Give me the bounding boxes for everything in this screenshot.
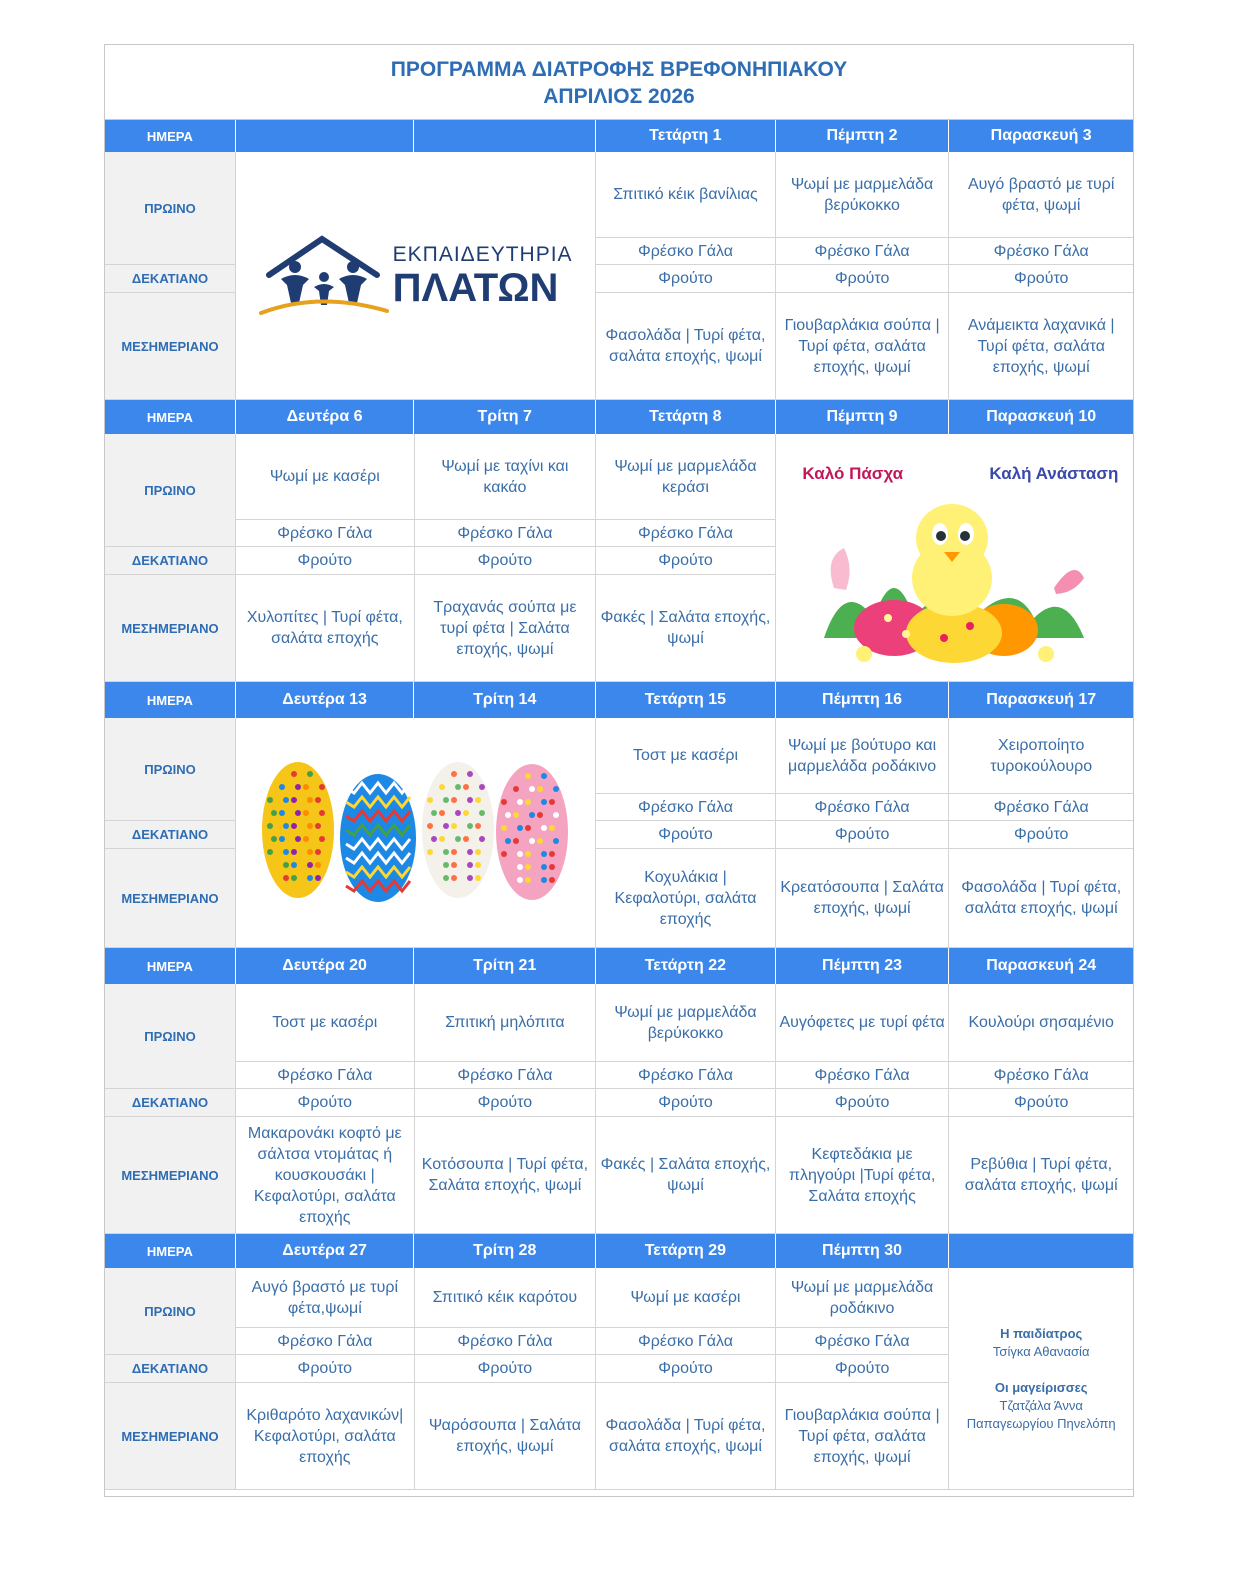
spacer	[967, 1361, 1116, 1379]
menu-sheet	[104, 44, 1134, 1497]
lunch-label: ΜΕΣΗΜΕΡΙΑΝΟ	[105, 1117, 236, 1234]
breakfast-cell: Αυγόφετες με τυρί φέτα	[776, 984, 949, 1062]
day-label-header: ΗΜΕΡΑ	[105, 1234, 236, 1268]
meal-grid	[105, 1268, 1133, 1490]
meal-grid	[105, 984, 1133, 1234]
milk-cell: Φρέσκο Γάλα	[949, 238, 1133, 265]
day-column	[236, 434, 415, 682]
cook-name-1: Τζατζάλα Άννα	[999, 1397, 1083, 1413]
lunch-cell: Γιουβαρλάκια σούπα | Τυρί φέτα, σαλάτα εποχής, ψωμί	[776, 1383, 949, 1490]
day-column	[415, 434, 597, 682]
lunch-cell: Φακές | Σαλάτα εποχής, ψωμί	[596, 575, 775, 682]
day-header: Δευτέρα 27	[236, 1234, 415, 1268]
day-header: Παρασκευή 24	[949, 948, 1133, 984]
lunch-cell: Χυλοπίτες | Τυρί φέτα, σαλάτα εποχής	[236, 575, 414, 682]
milk-cell: Φρέσκο Γάλα	[596, 794, 775, 821]
day-column	[949, 152, 1133, 400]
meal-labels	[105, 152, 236, 400]
day-column	[776, 152, 950, 400]
logo-line-1: ΕΚΠΑΙΔΕΥΤΗΡΙΑ	[392, 242, 573, 266]
greeting-right: Καλή Ανάσταση	[989, 463, 1119, 483]
milk-cell: Φρέσκο Γάλα	[415, 1328, 596, 1355]
breakfast-cell: Ψωμί με μαρμελάδα βερύκοκκο	[596, 984, 775, 1062]
snack-cell: Φρούτο	[949, 1089, 1133, 1117]
weeks-container	[105, 120, 1133, 1490]
breakfast-cell: Τοστ με κασέρι	[236, 984, 414, 1062]
meal-grid	[105, 434, 1133, 682]
day-header: Δευτέρα 20	[236, 948, 415, 984]
day-header-row	[105, 400, 1133, 434]
day-label-header: ΗΜΕΡΑ	[105, 400, 236, 434]
snack-cell: Φρούτο	[776, 1355, 949, 1383]
lunch-label: ΜΕΣΗΜΕΡΙΑΝΟ	[105, 293, 236, 400]
day-header: Πέμπτη 9	[776, 400, 950, 434]
breakfast-label: ΠΡΩΙΝΟ	[105, 152, 236, 265]
day-label-header: ΗΜΕΡΑ	[105, 682, 236, 718]
greeting-left: Καλό Πάσχα	[802, 463, 904, 483]
week-block	[105, 682, 1133, 948]
lunch-cell: Φασολάδα | Τυρί φέτα, σαλάτα εποχής, ψωμί	[949, 849, 1133, 948]
breakfast-cell: Αυγό βραστό με τυρί φέτα,ψωμί	[236, 1268, 414, 1328]
day-column	[236, 1268, 415, 1490]
breakfast-cell: Σπιτικό κέικ καρότου	[415, 1268, 596, 1328]
logo-line-2: ΠΛΑΤΩΝ	[392, 265, 559, 310]
day-header: Παρασκευή 17	[949, 682, 1133, 718]
meal-labels	[105, 434, 236, 682]
snack-cell: Φρούτο	[776, 1089, 949, 1117]
day-header: Τρίτη 7	[414, 400, 596, 434]
day-header: Τετάρτη 8	[596, 400, 776, 434]
lunch-cell: Μακαρονάκι κοφτό με σάλτσα ντομάτας ή κουσκουσάκι | Κεφαλοτύρι, σαλάτα εποχής	[236, 1117, 414, 1234]
milk-cell: Φρέσκο Γάλα	[949, 1062, 1133, 1089]
day-header	[236, 120, 415, 152]
lunch-label: ΜΕΣΗΜΕΡΙΑΝΟ	[105, 575, 236, 682]
day-label-header: ΗΜΕΡΑ	[105, 948, 236, 984]
breakfast-cell: Ψωμί με βούτυρο και μαρμελάδα ροδάκινο	[776, 718, 949, 794]
snack-cell: Φρούτο	[236, 1355, 414, 1383]
platon-logo	[259, 231, 389, 321]
day-column	[596, 152, 776, 400]
snack-cell: Φρούτο	[596, 1355, 775, 1383]
week-block	[105, 400, 1133, 682]
lunch-cell: Τραχανάς σούπα με τυρί φέτα | Σαλάτα εποχής, ψωμί	[415, 575, 596, 682]
easter-eggs-image	[260, 758, 572, 908]
page-title	[105, 45, 1133, 120]
day-header	[949, 1234, 1133, 1268]
breakfast-cell: Τοστ με κασέρι	[596, 718, 775, 794]
milk-cell: Φρέσκο Γάλα	[415, 520, 596, 547]
milk-cell: Φρέσκο Γάλα	[776, 1062, 949, 1089]
breakfast-label: ΠΡΩΙΝΟ	[105, 434, 236, 547]
day-column	[596, 1268, 776, 1490]
day-header: Τετάρτη 1	[596, 120, 776, 152]
breakfast-cell: Σπιτική μηλόπιτα	[415, 984, 596, 1062]
milk-cell: Φρέσκο Γάλα	[596, 1328, 775, 1355]
day-header-row	[105, 1234, 1133, 1268]
logo-text	[393, 243, 573, 309]
day-column	[236, 984, 415, 1234]
merged-area	[236, 152, 596, 400]
snack-label: ΔΕΚΑΤΙΑΝΟ	[105, 1089, 236, 1117]
lunch-label: ΜΕΣΗΜΕΡΙΑΝΟ	[105, 1383, 236, 1490]
lunch-cell: Φακές | Σαλάτα εποχής, ψωμί	[596, 1117, 775, 1234]
day-column	[776, 718, 950, 948]
merged-area	[236, 718, 596, 948]
breakfast-cell: Κουλούρι σησαμένιο	[949, 984, 1133, 1062]
day-header: Παρασκευή 3	[949, 120, 1133, 152]
day-header-row	[105, 682, 1133, 718]
week-block	[105, 120, 1133, 400]
lunch-cell: Φασολάδα | Τυρί φέτα, σαλάτα εποχής, ψωμί	[596, 1383, 775, 1490]
snack-cell: Φρούτο	[776, 265, 949, 293]
breakfast-cell: Αυγό βραστό με τυρί φέτα, ψωμί	[949, 152, 1133, 238]
day-column	[596, 434, 776, 682]
milk-cell: Φρέσκο Γάλα	[949, 794, 1133, 821]
merged-area	[949, 1268, 1133, 1490]
lunch-cell: Ρεβύθια | Τυρί φέτα, σαλάτα εποχής, ψωμί	[949, 1117, 1133, 1234]
pediatrician-name: Τσίγκα Αθανασία	[992, 1343, 1090, 1359]
merged-area	[776, 434, 1133, 682]
day-header: Δευτέρα 6	[236, 400, 415, 434]
milk-cell: Φρέσκο Γάλα	[596, 1062, 775, 1089]
day-header: Πέμπτη 16	[776, 682, 950, 718]
lunch-cell: Φασολάδα | Τυρί φέτα, σαλάτα εποχής, ψωμί	[596, 293, 775, 400]
breakfast-label: ΠΡΩΙΝΟ	[105, 984, 236, 1089]
snack-cell: Φρούτο	[236, 1089, 414, 1117]
day-header: Τετάρτη 29	[596, 1234, 776, 1268]
day-column	[415, 1268, 597, 1490]
breakfast-cell: Ψωμί με μαρμελάδα ροδάκινο	[776, 1268, 949, 1328]
easter-greeting-block	[784, 458, 1124, 658]
snack-cell: Φρούτο	[415, 547, 596, 575]
day-header: Πέμπτη 23	[776, 948, 950, 984]
meal-grid	[105, 718, 1133, 948]
breakfast-label: ΠΡΩΙΝΟ	[105, 1268, 236, 1355]
snack-label: ΔΕΚΑΤΙΑΝΟ	[105, 547, 236, 575]
snack-cell: Φρούτο	[596, 265, 775, 293]
breakfast-label: ΠΡΩΙΝΟ	[105, 718, 236, 821]
day-header: Τρίτη 28	[414, 1234, 596, 1268]
day-column	[415, 984, 597, 1234]
day-header: Τρίτη 14	[414, 682, 596, 718]
milk-cell: Φρέσκο Γάλα	[415, 1062, 596, 1089]
snack-label: ΔΕΚΑΤΙΑΝΟ	[105, 821, 236, 849]
breakfast-cell: Σπιτικό κέικ βανίλιας	[596, 152, 775, 238]
milk-cell: Φρέσκο Γάλα	[596, 238, 775, 265]
day-column	[596, 984, 776, 1234]
meal-labels	[105, 984, 236, 1234]
day-column	[776, 984, 950, 1234]
snack-cell: Φρούτο	[596, 821, 775, 849]
snack-cell: Φρούτο	[236, 547, 414, 575]
breakfast-cell: Χειροποίητο τυροκούλουρο	[949, 718, 1133, 794]
day-label-header: ΗΜΕΡΑ	[105, 120, 236, 152]
snack-cell: Φρούτο	[415, 1355, 596, 1383]
day-column	[949, 984, 1133, 1234]
day-header: Δευτέρα 13	[236, 682, 415, 718]
week-block	[105, 1234, 1133, 1490]
breakfast-cell: Ψωμί με κασέρι	[596, 1268, 775, 1328]
snack-cell: Φρούτο	[596, 1089, 775, 1117]
easter-chick-image	[784, 468, 1124, 668]
week-block	[105, 948, 1133, 1234]
day-header: Πέμπτη 30	[776, 1234, 950, 1268]
pediatrician-role: Η παιδίατρος	[1000, 1325, 1083, 1341]
snack-cell: Φρούτο	[949, 265, 1133, 293]
meal-grid	[105, 152, 1133, 400]
lunch-cell: Κριθαρότο λαχανικών| Κεφαλοτύρι, σαλάτα εποχής	[236, 1383, 414, 1490]
day-column	[596, 718, 776, 948]
title-line-1: ΠΡΟΓΡΑΜΜΑ ΔΙΑΤΡΟΦΗΣ ΒΡΕΦΟΝΗΠΙΑΚΟΥ	[390, 58, 848, 81]
milk-cell: Φρέσκο Γάλα	[776, 1328, 949, 1355]
lunch-cell: Κρεατόσουπα | Σαλάτα εποχής, ψωμί	[776, 849, 949, 948]
breakfast-cell: Ψωμί με κασέρι	[236, 434, 414, 520]
day-header: Τετάρτη 15	[596, 682, 776, 718]
snack-label: ΔΕΚΑΤΙΑΝΟ	[105, 1355, 236, 1383]
cook-name-2: Παπαγεωργίου Πηνελόπη	[966, 1415, 1116, 1431]
milk-cell: Φρέσκο Γάλα	[776, 794, 949, 821]
breakfast-cell: Ψωμί με μαρμελάδα βερύκοκκο	[776, 152, 949, 238]
snack-cell: Φρούτο	[415, 1089, 596, 1117]
breakfast-cell: Ψωμί με ταχίνι και κακάο	[415, 434, 596, 520]
snack-cell: Φρούτο	[776, 821, 949, 849]
day-column	[949, 718, 1133, 948]
milk-cell: Φρέσκο Γάλα	[236, 1328, 414, 1355]
lunch-label: ΜΕΣΗΜΕΡΙΑΝΟ	[105, 849, 236, 948]
day-header: Πέμπτη 2	[776, 120, 950, 152]
lunch-cell: Ανάμεικτα λαχανικά | Τυρί φέτα, σαλάτα εποχής, ψωμί	[949, 293, 1133, 400]
meal-labels	[105, 718, 236, 948]
snack-cell: Φρούτο	[596, 547, 775, 575]
milk-cell: Φρέσκο Γάλα	[776, 238, 949, 265]
milk-cell: Φρέσκο Γάλα	[236, 520, 414, 547]
cooks-role: Οι μαγείρισσες	[994, 1379, 1088, 1395]
day-header: Τετάρτη 22	[596, 948, 776, 984]
lunch-cell: Ψαρόσουπα | Σαλάτα εποχής, ψωμί	[415, 1383, 596, 1490]
lunch-cell: Κοτόσουπα | Τυρί φέτα, Σαλάτα εποχής, ψωμί	[415, 1117, 596, 1234]
lunch-cell: Κοχυλάκια | Κεφαλοτύρι, σαλάτα εποχής	[596, 849, 775, 948]
day-column	[776, 1268, 950, 1490]
staff-signatures	[967, 1325, 1116, 1433]
day-header: Παρασκευή 10	[949, 400, 1133, 434]
day-header-row	[105, 948, 1133, 984]
day-header-row	[105, 120, 1133, 152]
snack-label: ΔΕΚΑΤΙΑΝΟ	[105, 265, 236, 293]
milk-cell: Φρέσκο Γάλα	[596, 520, 775, 547]
milk-cell: Φρέσκο Γάλα	[236, 1062, 414, 1089]
snack-cell: Φρούτο	[949, 821, 1133, 849]
school-logo	[259, 231, 573, 321]
day-header	[414, 120, 596, 152]
breakfast-cell: Ψωμί με μαρμελάδα κεράσι	[596, 434, 775, 520]
day-header: Τρίτη 21	[414, 948, 596, 984]
meal-labels	[105, 1268, 236, 1490]
lunch-cell: Γιουβαρλάκια σούπα | Τυρί φέτα, σαλάτα εποχής, ψωμί	[776, 293, 949, 400]
title-line-2: ΑΠΡΙΛΙΟΣ 2026	[543, 85, 695, 108]
lunch-cell: Κεφτεδάκια με πληγούρι |Τυρί φέτα, Σαλάτα εποχής	[776, 1117, 949, 1234]
